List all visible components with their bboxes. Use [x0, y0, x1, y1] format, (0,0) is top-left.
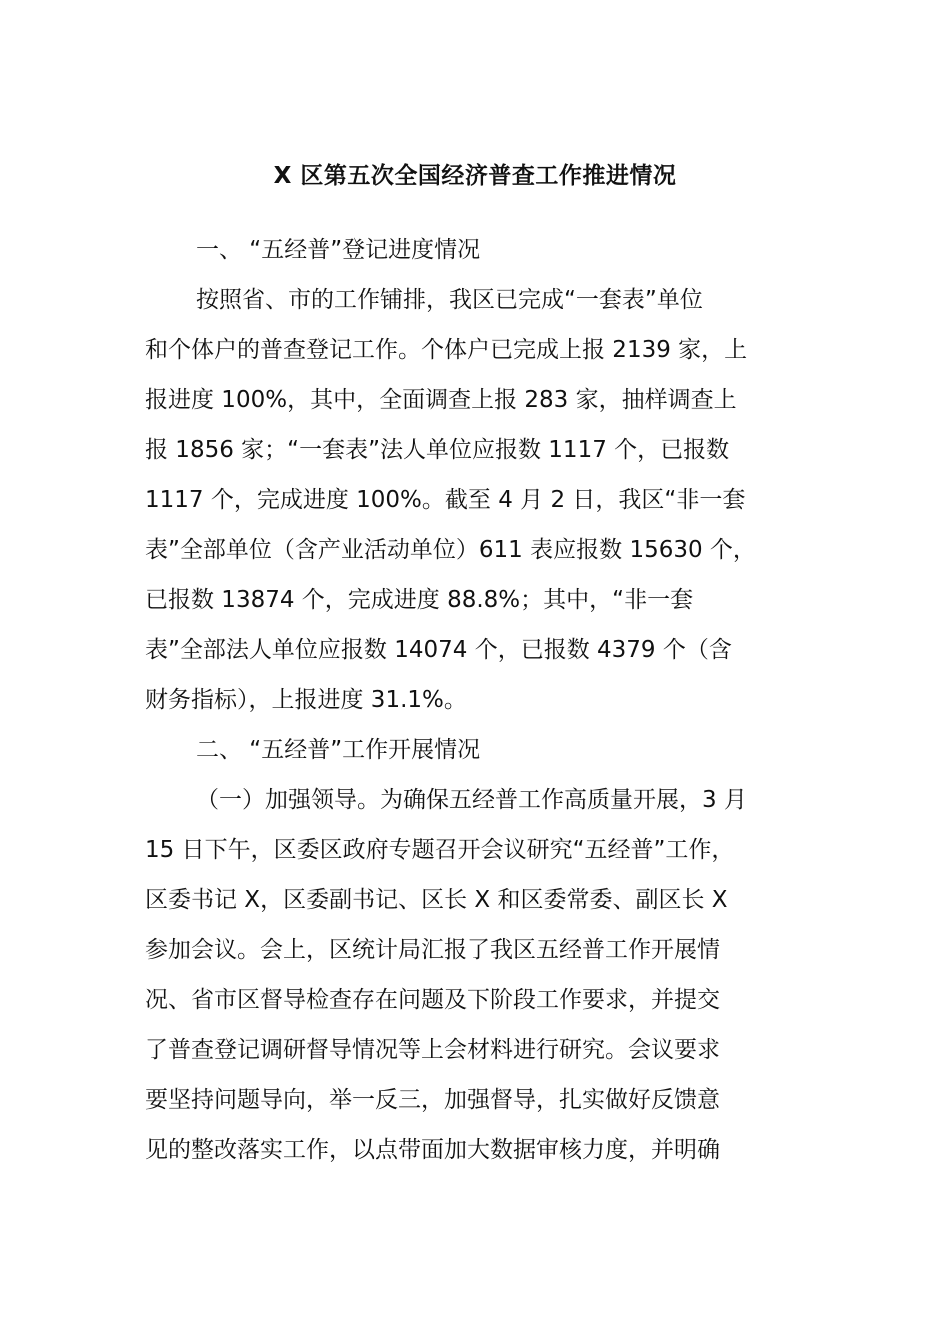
paragraph-line: 见的整改落实工作，以点带面加大数据审核力度，并明确	[145, 1137, 720, 1163]
paragraph-line: 参加会议。会上，区统计局汇报了我区五经普工作开展情	[145, 937, 720, 963]
paragraph-line: （一）加强领导。为确保五经普工作高质量开展，3 月	[196, 787, 747, 813]
paragraph-line: 表”全部法人单位应报数 14074 个，已报数 4379 个（含	[145, 637, 732, 663]
paragraph-line: 报 1856 家；“一套表”法人单位应报数 1117 个，已报数	[145, 437, 730, 463]
paragraph-line: 按照省、市的工作铺排，我区已完成“一套表”单位	[196, 287, 703, 313]
paragraph-line: 和个体户的普查登记工作。个体户已完成上报 2139 家，上	[145, 337, 748, 363]
paragraph-line: 况、省市区督导检查存在问题及下阶段工作要求，并提交	[145, 987, 720, 1013]
paragraph-line: 报进度 100%，其中，全面调查上报 283 家，抽样调查上	[145, 387, 737, 413]
paragraph-line: 15 日下午，区委区政府专题召开会议研究“五经普”工作，	[145, 837, 735, 863]
paragraph-line: 区委书记 X，区委副书记、区长 X 和区委常委、副区长 X	[145, 887, 728, 913]
paragraph-line: 1117 个，完成进度 100%。截至 4 月 2 日，我区“非一套	[145, 487, 746, 513]
paragraph-line: 已报数 13874 个，完成进度 88.8%；其中，“非一套	[145, 587, 694, 613]
paragraph-line: 了普查登记调研督导情况等上会材料进行研究。会议要求	[145, 1037, 720, 1063]
paragraph-line: 财务指标），上报进度 31.1%。	[145, 687, 467, 713]
paragraph-line: 要坚持问题导向，举一反三，加强督导，扎实做好反馈意	[145, 1087, 720, 1113]
document-title: X 区第五次全国经济普查工作推进情况	[273, 163, 677, 189]
paragraph-line: 表”全部单位（含产业活动单位）611 表应报数 15630 个，	[145, 537, 756, 563]
section-heading-1: 一、 “五经普”登记进度情况	[196, 237, 481, 263]
section-heading-2: 二、 “五经普”工作开展情况	[196, 737, 481, 763]
